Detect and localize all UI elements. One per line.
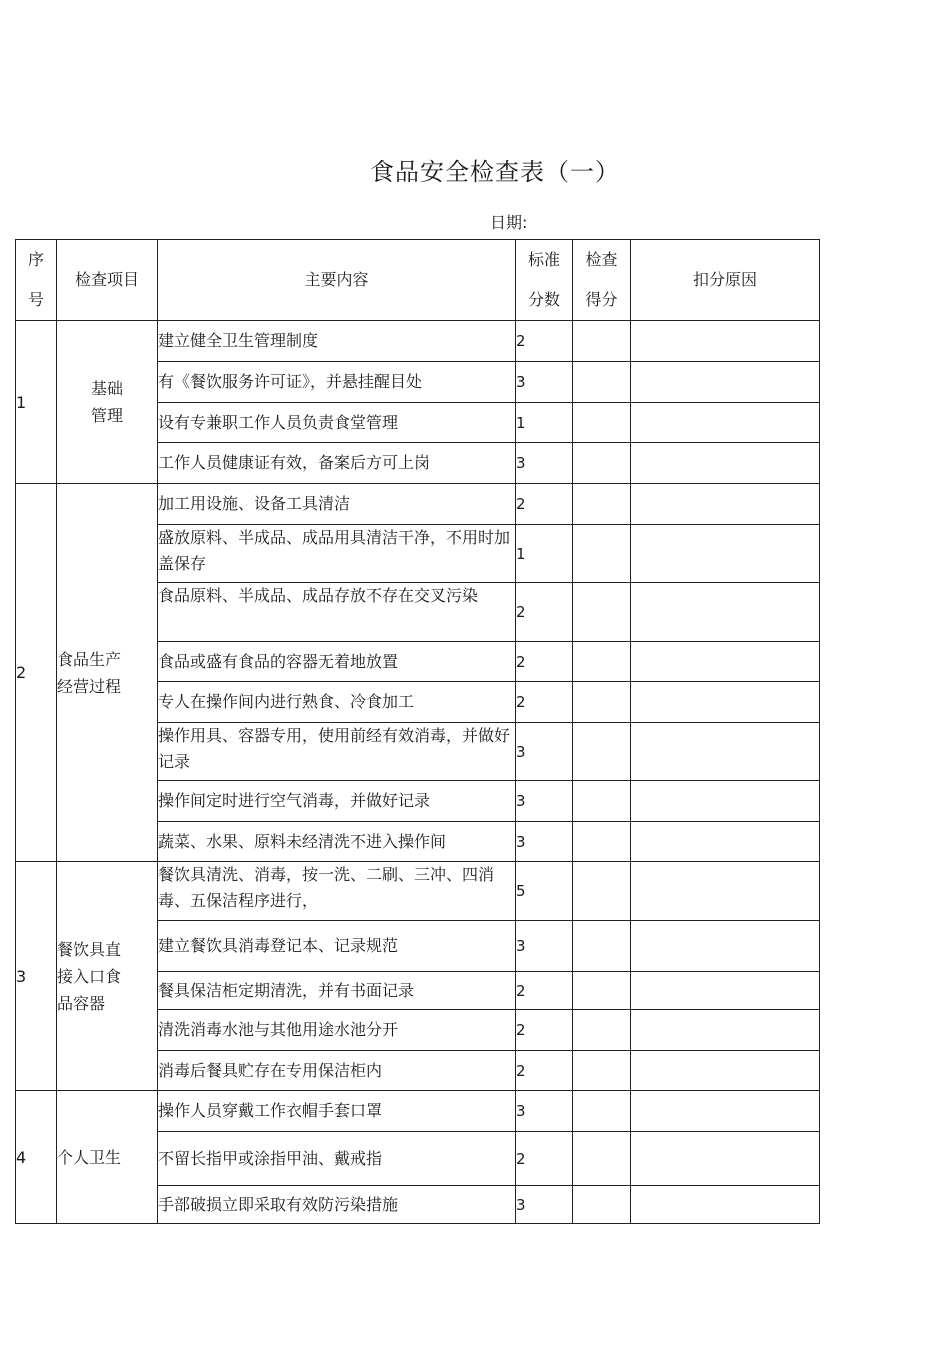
content-cell: 不留长指甲或涂指甲油、戴戒指 [158,1132,516,1186]
check-score-cell[interactable] [573,583,631,642]
table-row [16,321,820,362]
check-score-cell[interactable] [573,525,631,583]
content-cell: 餐饮具清洗、消毒，按一洗、二刷、三冲、四消毒、五保洁程序进行， [158,862,516,921]
header-content: 主要内容 [158,240,516,321]
standard-score-cell: 5 [516,862,573,921]
section-category: 食品生产 经营过程 [57,484,158,862]
deduction-reason-cell[interactable] [631,1091,820,1132]
content-cell: 食品原料、半成品、成品存放不存在交叉污染 [158,583,516,642]
check-score-cell[interactable] [573,443,631,484]
standard-score-cell: 2 [516,642,573,682]
check-score-cell[interactable] [573,1091,631,1132]
standard-score-cell: 2 [516,1010,573,1051]
content-cell: 消毒后餐具贮存在专用保洁柜内 [158,1051,516,1091]
content-cell: 建立餐饮具消毒登记本、记录规范 [158,921,516,972]
standard-score-cell: 2 [516,1051,573,1091]
content-cell: 工作人员健康证有效，备案后方可上岗 [158,443,516,484]
check-score-cell[interactable] [573,862,631,921]
section-category: 基础 管理 [57,321,158,484]
section-seq: 4 [16,1091,57,1224]
standard-score-cell: 2 [516,321,573,362]
deduction-reason-cell[interactable] [631,1186,820,1224]
content-cell: 手部破损立即采取有效防污染措施 [158,1186,516,1224]
deduction-reason-cell[interactable] [631,525,820,583]
check-score-cell[interactable] [573,1051,631,1091]
deduction-reason-cell[interactable] [631,862,820,921]
table-row [16,484,820,525]
deduction-reason-cell[interactable] [631,682,820,723]
deduction-reason-cell[interactable] [631,321,820,362]
content-cell: 清洗消毒水池与其他用途水池分开 [158,1010,516,1051]
content-cell: 加工用设施、设备工具清洁 [158,484,516,525]
inspection-table [15,239,820,1224]
deduction-reason-cell[interactable] [631,781,820,822]
content-cell: 有《餐饮服务许可证》，并悬挂醒目处 [158,362,516,403]
header-deduction-reason: 扣分原因 [631,240,820,321]
standard-score-cell: 3 [516,822,573,862]
section-seq: 1 [16,321,57,484]
check-score-cell[interactable] [573,921,631,972]
standard-score-cell: 3 [516,1091,573,1132]
deduction-reason-cell[interactable] [631,362,820,403]
standard-score-cell: 2 [516,1132,573,1186]
section-seq: 2 [16,484,57,862]
standard-score-cell: 2 [516,972,573,1010]
standard-score-cell: 3 [516,1186,573,1224]
check-score-cell[interactable] [573,781,631,822]
standard-score-cell: 3 [516,443,573,484]
content-cell: 专人在操作间内进行熟食、冷食加工 [158,682,516,723]
deduction-reason-cell[interactable] [631,583,820,642]
table-row [16,1091,820,1132]
deduction-reason-cell[interactable] [631,972,820,1010]
content-cell: 操作用具、容器专用，使用前经有效消毒，并做好记录 [158,723,516,781]
check-score-cell[interactable] [573,682,631,723]
check-score-cell[interactable] [573,1010,631,1051]
header-item: 检查项目 [57,240,158,321]
check-score-cell[interactable] [573,822,631,862]
deduction-reason-cell[interactable] [631,822,820,862]
content-cell: 建立健全卫生管理制度 [158,321,516,362]
deduction-reason-cell[interactable] [631,921,820,972]
standard-score-cell: 3 [516,723,573,781]
header-seq: 序 号 [16,240,57,321]
table-row [16,862,820,921]
check-score-cell[interactable] [573,1132,631,1186]
header-row [16,240,820,321]
check-score-cell[interactable] [573,362,631,403]
document-title: 食品安全检查表（一） [370,158,620,186]
check-score-cell[interactable] [573,972,631,1010]
deduction-reason-cell[interactable] [631,1010,820,1051]
section-category: 餐饮具直 接入口食 品容器 [57,862,158,1091]
standard-score-cell: 3 [516,362,573,403]
header-check-score: 检查 得分 [573,240,631,321]
section-category: 个人卫生 [57,1091,158,1224]
standard-score-cell: 3 [516,781,573,822]
content-cell: 操作人员穿戴工作衣帽手套口罩 [158,1091,516,1132]
deduction-reason-cell[interactable] [631,1051,820,1091]
deduction-reason-cell[interactable] [631,443,820,484]
standard-score-cell: 2 [516,583,573,642]
content-cell: 餐具保洁柜定期清洗，并有书面记录 [158,972,516,1010]
deduction-reason-cell[interactable] [631,484,820,525]
check-score-cell[interactable] [573,723,631,781]
standard-score-cell: 2 [516,484,573,525]
content-cell: 盛放原料、半成品、成品用具清洁干净，不用时加盖保存 [158,525,516,583]
deduction-reason-cell[interactable] [631,1132,820,1186]
check-score-cell[interactable] [573,321,631,362]
content-cell: 蔬菜、水果、原料未经清洗不进入操作间 [158,822,516,862]
check-score-cell[interactable] [573,484,631,525]
date-label: 日期: [490,213,528,232]
deduction-reason-cell[interactable] [631,642,820,682]
standard-score-cell: 1 [516,525,573,583]
section-seq: 3 [16,862,57,1091]
content-cell: 设有专兼职工作人员负责食堂管理 [158,403,516,443]
standard-score-cell: 1 [516,403,573,443]
deduction-reason-cell[interactable] [631,723,820,781]
check-score-cell[interactable] [573,642,631,682]
content-cell: 操作间定时进行空气消毒，并做好记录 [158,781,516,822]
check-score-cell[interactable] [573,1186,631,1224]
header-standard-score: 标准 分数 [516,240,573,321]
standard-score-cell: 2 [516,682,573,723]
content-cell: 食品或盛有食品的容器无着地放置 [158,642,516,682]
check-score-cell[interactable] [573,403,631,443]
deduction-reason-cell[interactable] [631,403,820,443]
standard-score-cell: 3 [516,921,573,972]
